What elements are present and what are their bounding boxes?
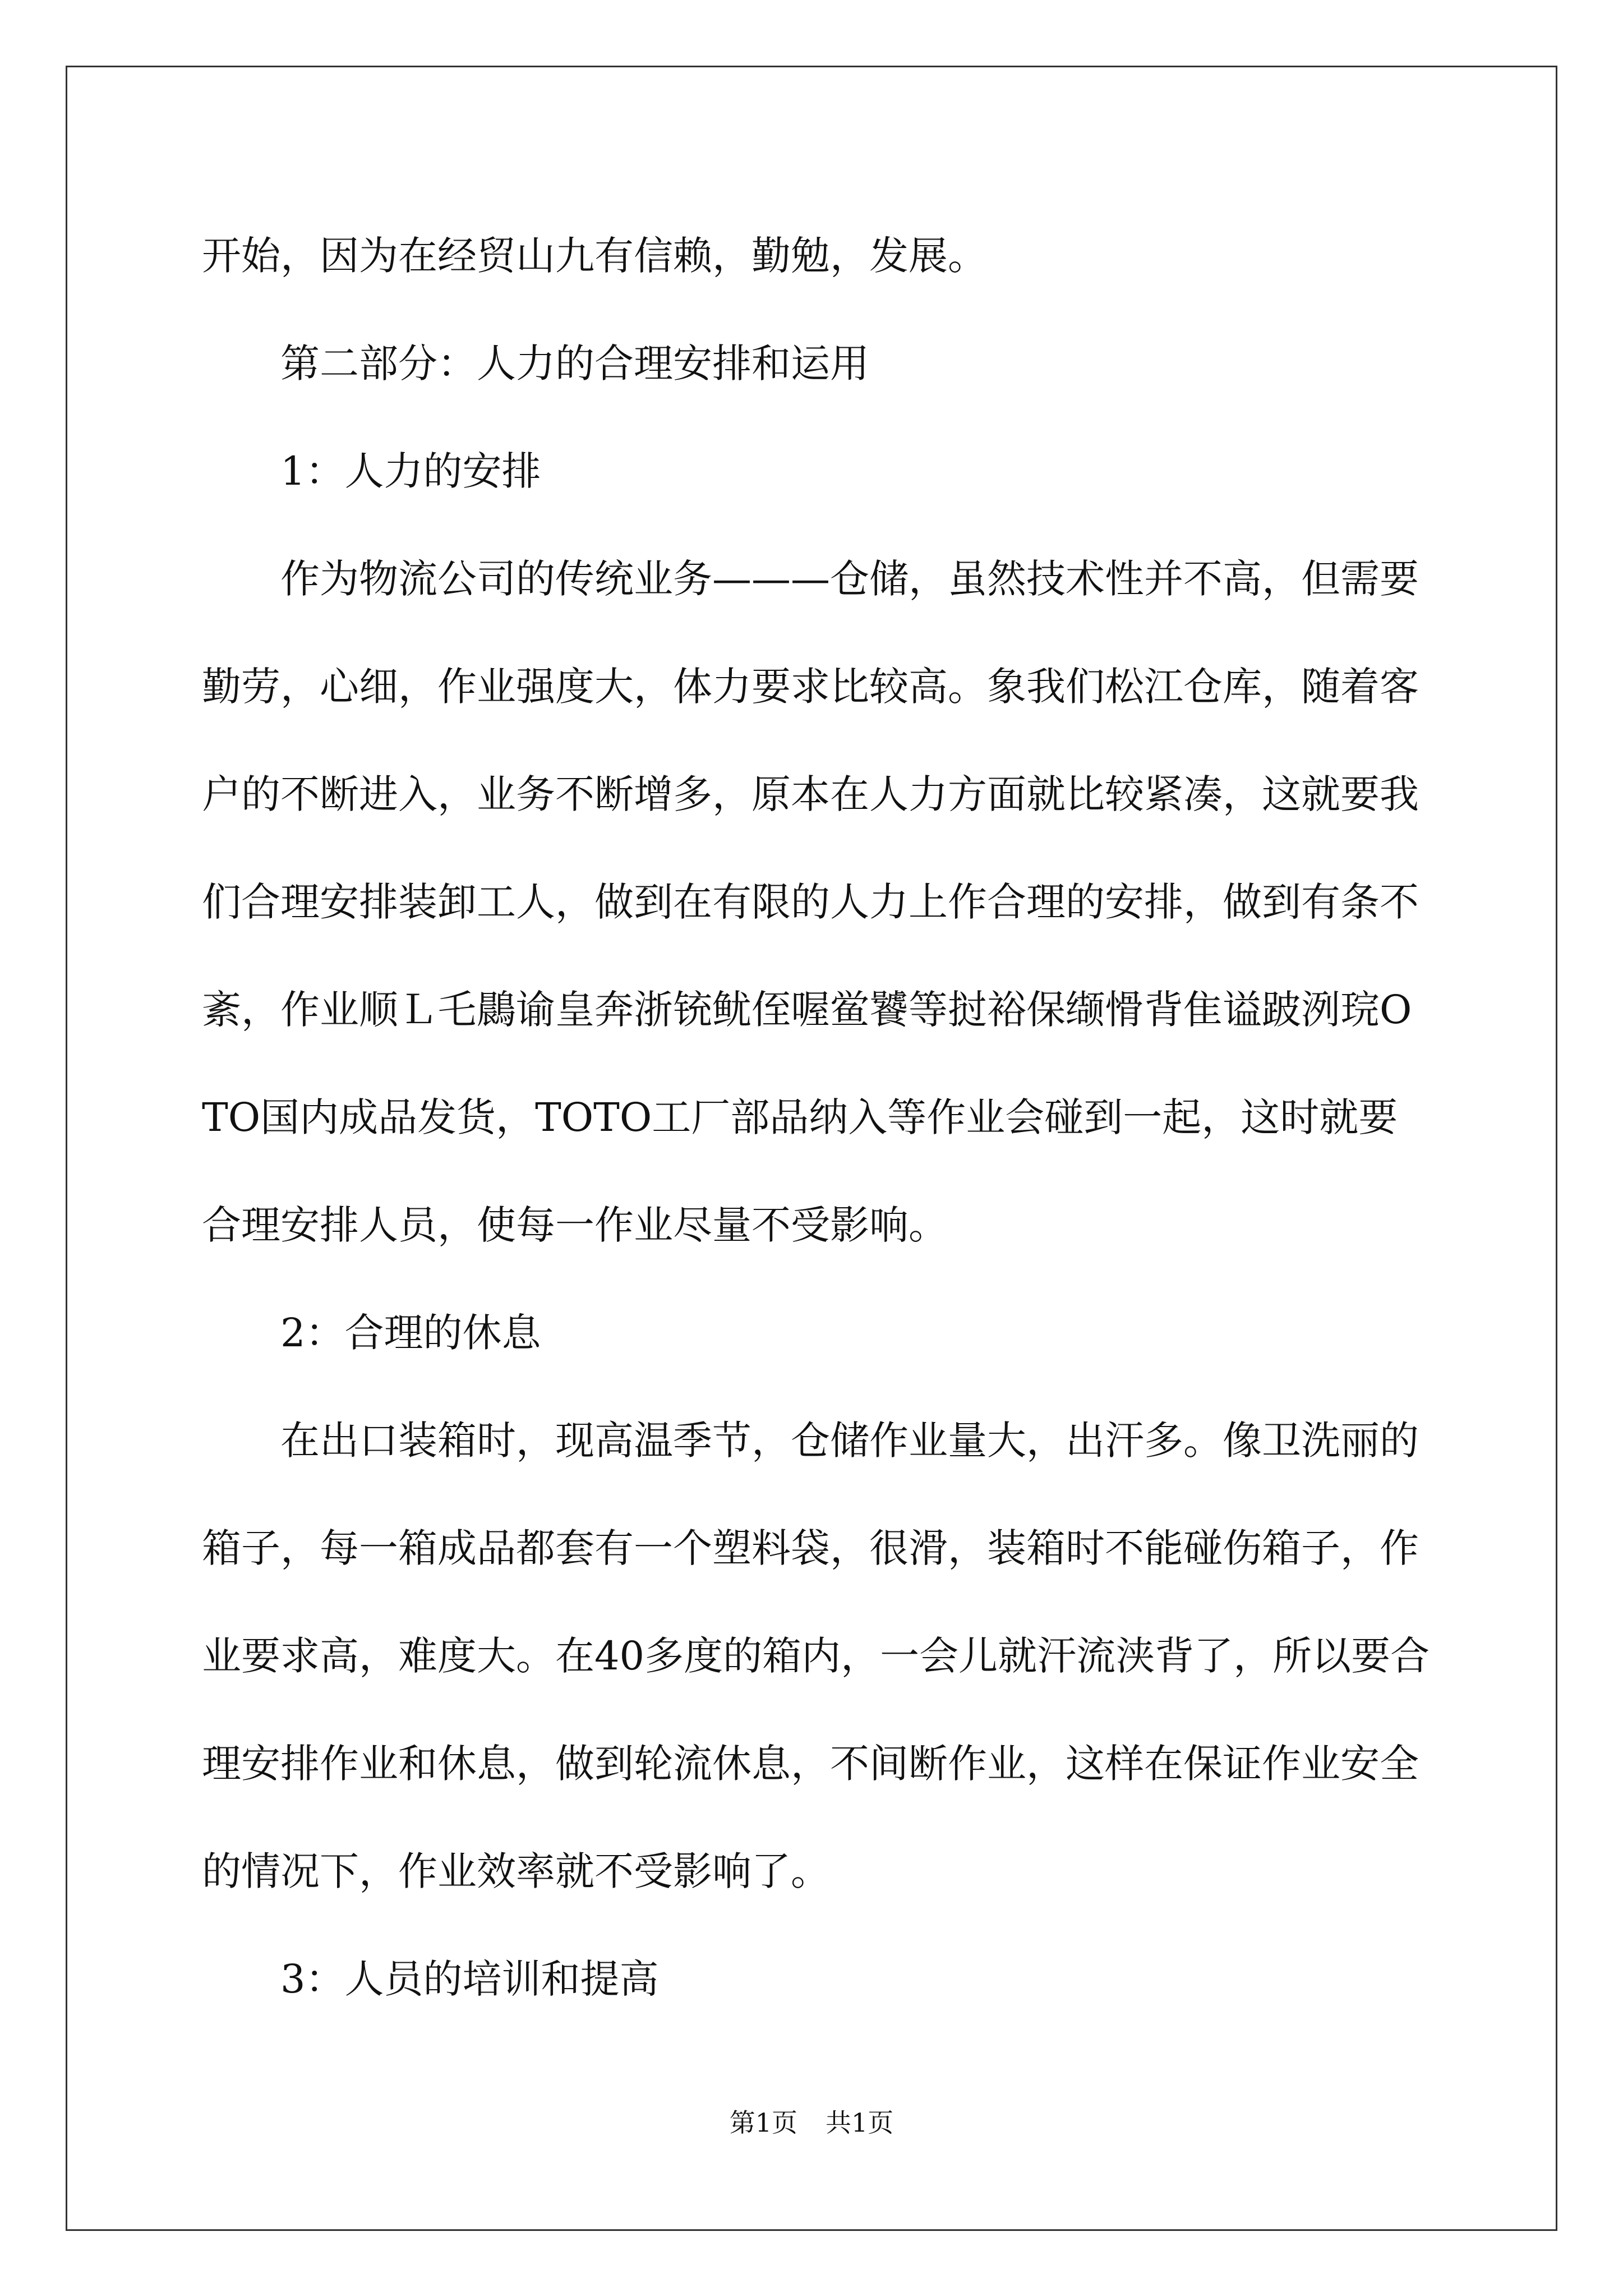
subheading-3: 3：人员的培训和提高 [280, 1956, 659, 2002]
section-heading-part-two: 第二部分：人力的合理安排和运用 [280, 341, 869, 386]
subheading-2: 2：合理的休息 [280, 1310, 541, 1356]
page-number: 第1页 [729, 2108, 797, 2138]
page-footer [0, 2106, 1623, 2139]
paragraph-3: 在出口装箱时，现高温季节，仓储作业量大，出汗多。像卫洗丽的箱子，每一箱成品都套有一个塑料袋，很滑，装箱时不能碰伤箱子，作业要求高，难度大。在40多度的箱内，一会儿就汗流浃背了，所以要合理安排作业和休息，做到轮流休息，不间断作业，这样在保证作业安全的情况下，作业效率就不受影响了。 [202, 1418, 1430, 1894]
page-total: 共1页 [826, 2108, 894, 2138]
subheading-1: 1：人力的安排 [280, 448, 541, 494]
document-body [202, 202, 1436, 2033]
paragraph-1: 开始，因为在经贸山九有信赖，勤勉，发展。 [202, 233, 987, 279]
paragraph-2: 作为物流公司的传统业务———仓储，虽然技术性并不高，但需要勤劳，心细，作业强度大，体力要求比较高。象我们松江仓库，随着客户的不断进入，业务不断增多，原本在人力方面就比较紧凑，这就要我们合理安排装卸工人，做到在有限的人力上作合理的安排，做到有条不紊，作业顺Ｌ乇鷐谕皇奔浙铳鱿侄喔鲎饕等挝裕保缬愲背隹谥跛洌琓OTO国内成品发货，TOTO工厂部品纳入等作业会碰到一起，这时就要合理安排人员，使每一作业尽量不受影响。 [202, 556, 1419, 1248]
